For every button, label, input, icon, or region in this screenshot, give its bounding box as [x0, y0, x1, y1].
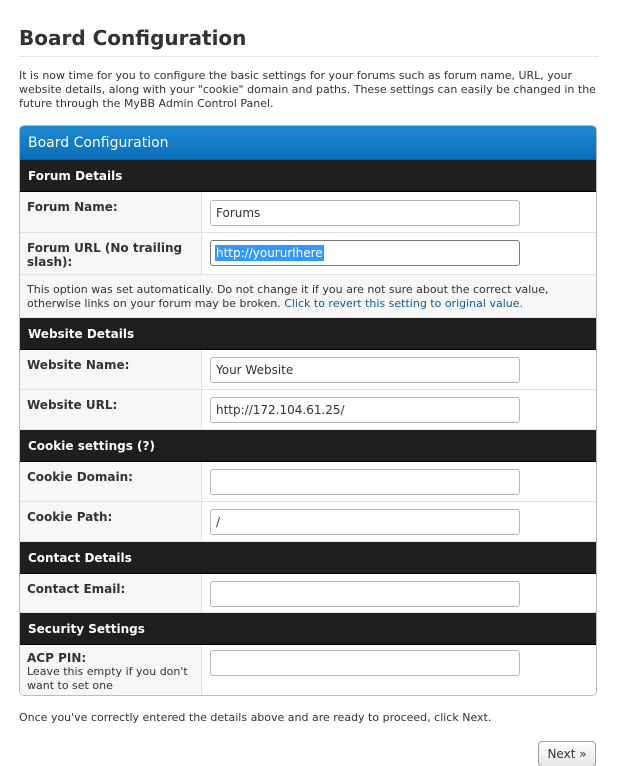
acp-pin-input[interactable]	[210, 650, 520, 676]
label-cell	[20, 192, 202, 232]
forum-name-input[interactable]	[210, 200, 520, 226]
label-cell	[20, 502, 202, 541]
input-cell	[202, 390, 596, 429]
section-contact-details	[20, 542, 596, 574]
title-divider	[19, 56, 598, 57]
outro-text: Once you've correctly entered the details above and are ready to proceed, click Next.	[19, 711, 492, 724]
section-heading: Security Settings	[28, 622, 145, 636]
forum-url-note-text: This option was set automatically. Do not change it if you are not sure about the correct value, otherwise links on your forum may be broken.	[27, 283, 549, 310]
forum-url-selected-text: http://yoururlhere	[216, 246, 323, 260]
acp-pin-description: Leave this empty if you don't want to set one	[27, 665, 188, 692]
acp-pin-label: ACP PIN:	[27, 651, 87, 665]
section-cookie-settings	[20, 430, 596, 462]
input-cell	[202, 350, 596, 389]
website-url-input[interactable]	[210, 397, 520, 423]
forum-name-label: Forum Name:	[27, 200, 118, 214]
section-heading: Forum Details	[28, 169, 123, 183]
intro-text: It is now time for you to configure the basic settings for your forums such as forum name, URL, your website details, along with your "cookie" domain and paths. These settings can easily be changed in the future through the MyBB Admin Control Panel.	[19, 69, 596, 110]
label-cell	[20, 574, 202, 612]
forum-url-input[interactable]	[210, 240, 520, 266]
section-heading: Website Details	[28, 327, 135, 341]
website-name-label: Website Name:	[27, 358, 130, 372]
label-cell	[20, 233, 202, 274]
label-cell	[20, 390, 202, 429]
cookie-path-label: Cookie Path:	[27, 510, 113, 524]
panel-header	[20, 126, 596, 160]
section-heading: Cookie settings (?)	[28, 439, 155, 453]
website-name-row	[20, 350, 596, 390]
revert-setting-link[interactable]: Click to revert this setting to original value.	[284, 297, 523, 310]
forum-url-note-row	[20, 275, 596, 318]
input-cell	[202, 192, 596, 232]
section-website-details	[20, 318, 596, 350]
website-name-input[interactable]	[210, 357, 520, 383]
cookie-domain-input[interactable]	[210, 469, 520, 495]
section-forum-details	[20, 160, 596, 192]
panel-header-title: Board Configuration	[28, 135, 169, 151]
acp-pin-row	[20, 645, 596, 696]
forum-name-row	[20, 192, 596, 233]
label-cell	[20, 462, 202, 501]
cookie-domain-label: Cookie Domain:	[27, 470, 133, 484]
contact-email-label: Contact Email:	[27, 582, 126, 596]
cookie-path-input[interactable]	[210, 509, 520, 535]
label-cell	[20, 350, 202, 389]
forum-url-label: Forum URL (No trailing slash):	[27, 241, 183, 269]
cookie-domain-row	[20, 462, 596, 502]
section-heading: Contact Details	[28, 551, 132, 565]
input-cell	[202, 502, 596, 541]
next-button[interactable]: Next »	[538, 741, 596, 766]
website-url-row	[20, 390, 596, 430]
section-security-settings	[20, 613, 596, 645]
input-cell	[202, 645, 596, 696]
label-cell	[20, 645, 202, 696]
input-cell	[202, 574, 596, 612]
contact-email-row	[20, 574, 596, 613]
input-cell	[202, 462, 596, 501]
contact-email-input[interactable]	[210, 581, 520, 607]
cookie-path-row	[20, 502, 596, 542]
forum-url-note	[27, 283, 587, 311]
page-title: Board Configuration	[19, 26, 247, 50]
forum-url-row	[20, 233, 596, 275]
website-url-label: Website URL:	[27, 398, 118, 412]
board-configuration-panel	[19, 125, 597, 696]
input-cell	[202, 233, 596, 274]
